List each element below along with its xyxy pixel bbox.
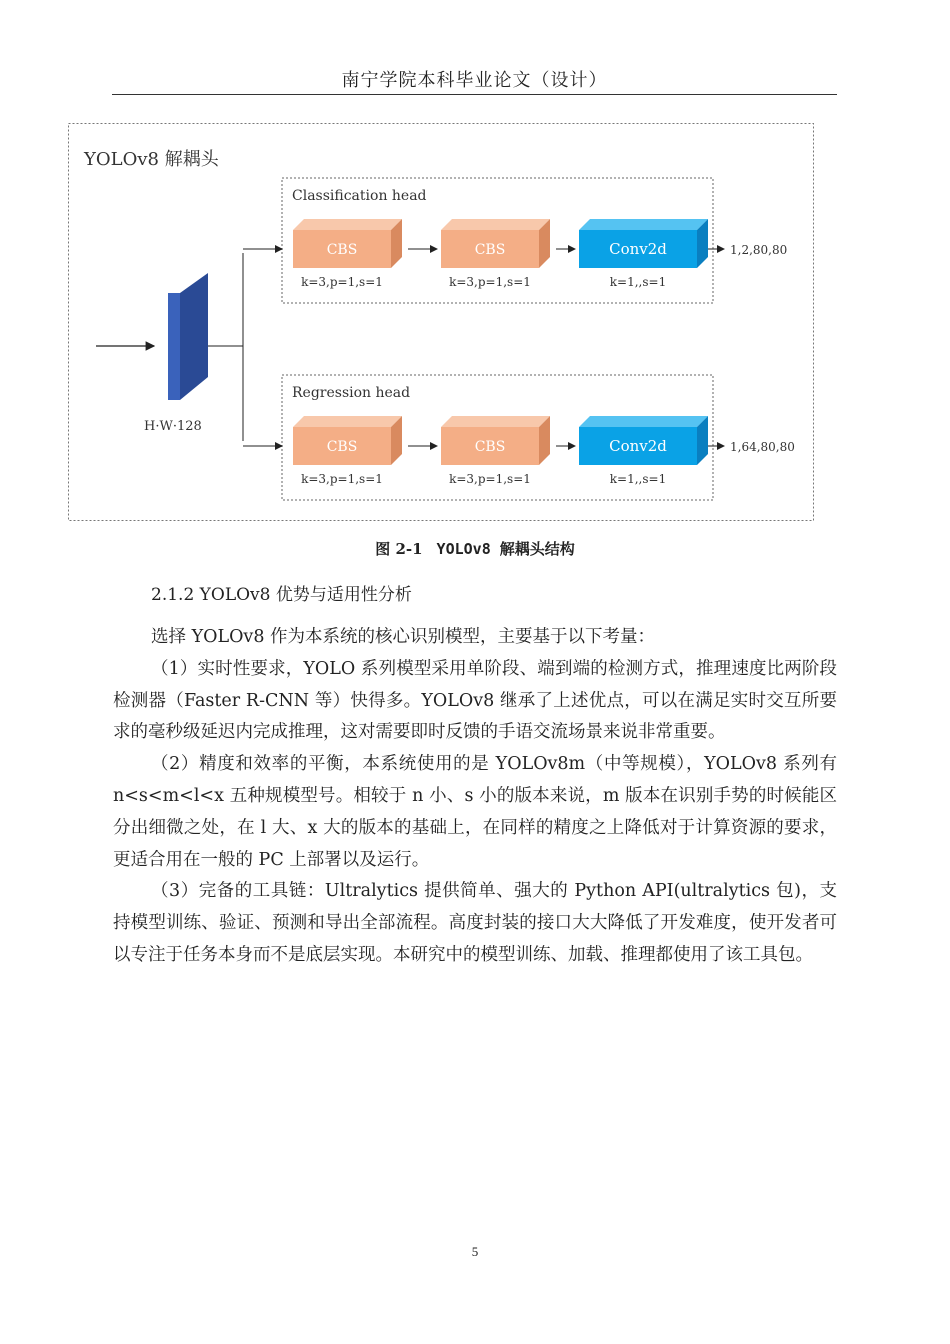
section-heading: 2.1.2 YOLOv8 优势与适用性分析 (151, 585, 412, 605)
input-size-label: H·W·128 (144, 419, 202, 434)
block-top-face (441, 219, 550, 230)
block-params: k=1,,s=1 (609, 472, 667, 486)
caption-title: YOLOv8 解耦头结构 (436, 540, 575, 558)
block-label: Conv2d (609, 240, 667, 258)
paragraph-realtime: （1）实时性要求，YOLO 系列模型采用单阶段、端到端的检测方式，推理速度比两阶段检测器（Faster R-CNN 等）快得多。YOLOv8 继承了上述优点，可以在满足实时交互所要求的毫秒级延迟内完成推理，这对需要即时反馈的手语交流场景来说非常重要。 (113, 658, 837, 743)
block-params: k=1,,s=1 (609, 275, 667, 289)
decoupled-head-diagram (68, 123, 814, 521)
caption-number: 图 2-1 (375, 540, 423, 558)
block-label: CBS (326, 439, 358, 455)
output-shape-label: 1,64,80,80 (730, 440, 795, 454)
paragraph-toolchain: （3）完备的工具链：Ultralytics 提供简单、强大的 Python API(ultralytics 包)，支持模型训练、验证、预测和导出全部流程。高度封装的接口大大降低了开发难度，使开发者可以专注于任务本身而不是底层实现。本研究中的模型训练、加载、推理都使用了该工具包。 (113, 881, 837, 965)
feature-map-block (168, 273, 208, 400)
head-label: Classification head (292, 188, 427, 204)
block-top-face (579, 416, 708, 427)
block-label: CBS (474, 242, 506, 258)
block-top-face (293, 219, 402, 230)
page-number: 5 (471, 1244, 479, 1259)
head-label: Regression head (292, 385, 411, 401)
block-params: k=3,p=1,s=1 (301, 275, 383, 289)
block-label: Conv2d (609, 437, 667, 455)
header-rule (112, 94, 837, 95)
block-params: k=3,p=1,s=1 (449, 472, 531, 486)
paragraph-intro: 选择 YOLOv8 作为本系统的核心识别模型，主要基于以下考量： (151, 627, 656, 647)
block-top-face (441, 416, 550, 427)
paragraph-accuracy: （2）精度和效率的平衡，本系统使用的是 YOLOv8m（中等规模），YOLOv8 系列有 n<s<m<l<x 五种规模型号。相较于 n 小、s 小的版本来说，m 版本在识别手势的时候能区分出细微之处，在 l 大、x 大的版本的基础上，在同样的精度之上降低对于计算资源的要求，更适合用在一般的 PC 上部署以及运行。 (113, 754, 837, 870)
figure-caption (0, 538, 950, 559)
block-params: k=3,p=1,s=1 (449, 275, 531, 289)
output-shape-label: 1,2,80,80 (730, 243, 788, 257)
block-label: CBS (474, 439, 506, 455)
block-top-face (293, 416, 402, 427)
block-params: k=3,p=1,s=1 (301, 472, 383, 486)
block-top-face (579, 219, 708, 230)
running-header: 南宁学院本科毕业论文（设计） (341, 70, 608, 91)
diagram-title: YOLOv8 解耦头 (84, 149, 219, 170)
body-text (113, 622, 837, 972)
block-label: CBS (326, 242, 358, 258)
